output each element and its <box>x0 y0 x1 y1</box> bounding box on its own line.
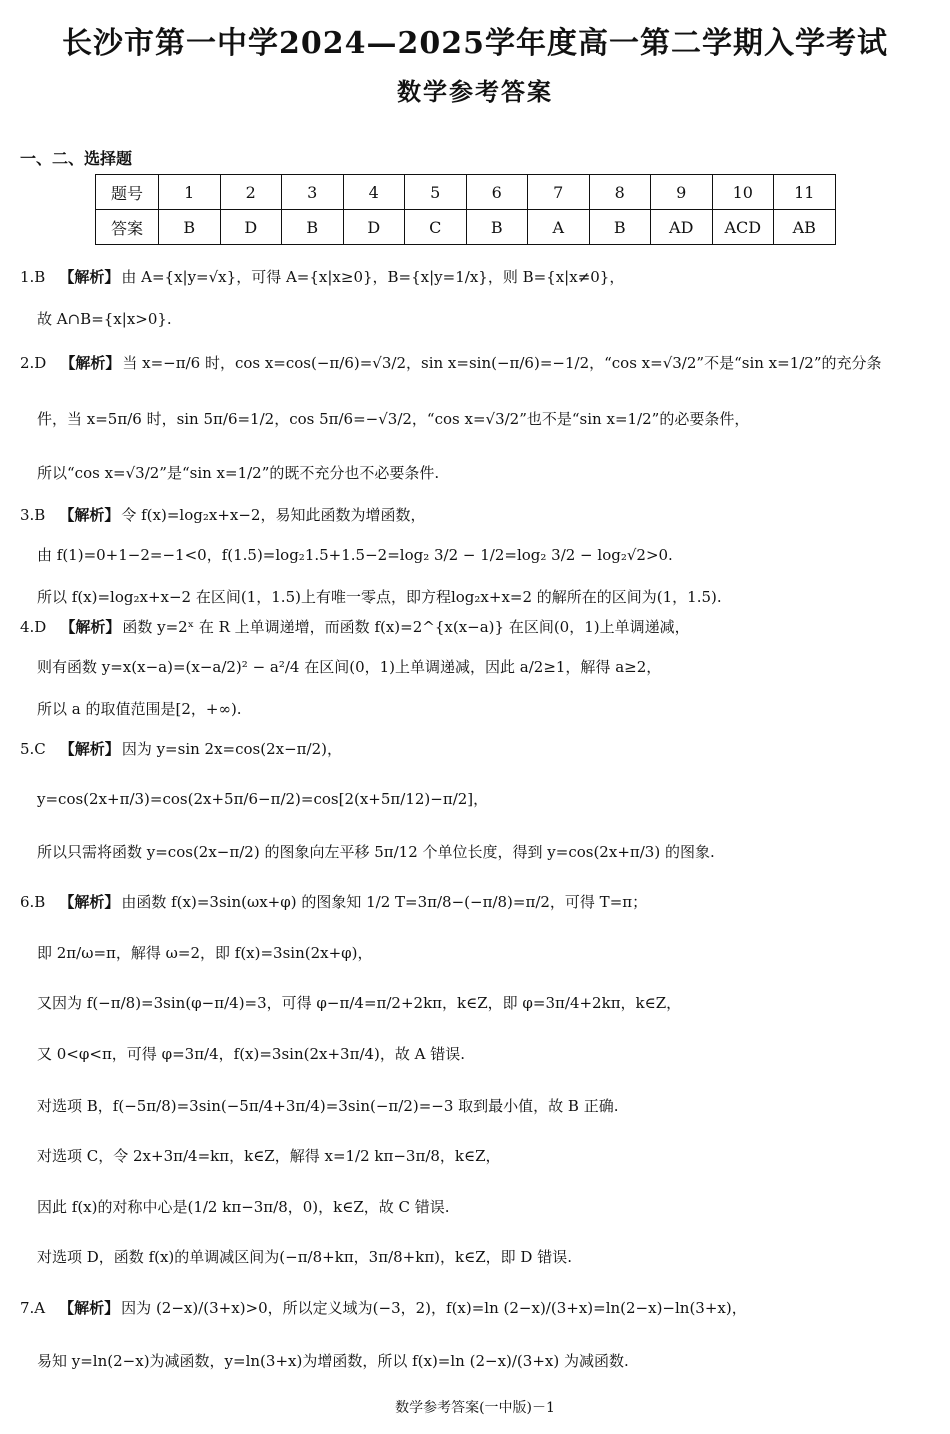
question-number-cell: 10 <box>712 175 774 210</box>
solution-line: 对选项 D，函数 f(x)的单调减区间为(−π/8+kπ，3π/8+kπ)，k∈Z，即 D 错误. <box>37 1248 572 1266</box>
solution-line: 因此 f(x)的对称中心是(1/2 kπ−3π/8，0)，k∈Z，故 C 错误. <box>37 1198 450 1216</box>
answer-cell: D <box>343 210 405 245</box>
solution-line: 易知 y=ln(2−x)为减函数，y=ln(3+x)为增函数，所以 f(x)=ln (2−x)/(3+x) 为减函数. <box>37 1352 629 1370</box>
solution-line: y=cos(2x+π/3)=cos(2x+5π/6−π/2)=cos[2(x+5π/12)−π/2]， <box>37 790 489 808</box>
answer-cell: C <box>405 210 467 245</box>
answer-cell: ACD <box>712 210 774 245</box>
solution-number: 6.B <box>20 893 46 911</box>
solution-line <box>20 268 624 286</box>
table-row-label: 题号 <box>96 175 159 210</box>
question-number-cell: 6 <box>466 175 528 210</box>
answer-cell: B <box>589 210 651 245</box>
solution-line: 由 f(1)=0+1−2=−1<0，f(1.5)=log₂1.5+1.5−2=log₂ 3/2 − 1/2=log₂ 3/2 − log₂√2>0. <box>37 546 673 564</box>
solution-line: 所以只需将函数 y=cos(2x−π/2) 的图象向左平移 5π/12 个单位长度，得到 y=cos(2x+π/3) 的图象. <box>37 843 715 861</box>
page-subtitle: 数学参考答案 <box>397 77 553 106</box>
solution-line <box>20 740 342 758</box>
page-title: 长沙市第一中学2024—2025学年度高一第二学期入学考试 <box>62 26 888 61</box>
analysis-tag: 【解析】 <box>59 268 120 286</box>
question-number-cell: 4 <box>343 175 405 210</box>
question-number-cell: 1 <box>159 175 221 210</box>
solution-number: 4.D <box>20 618 47 636</box>
solution-line: 所以“cos x=√3/2”是“sin x=1/2”的既不充分也不必要条件. <box>37 464 440 482</box>
analysis-tag: 【解析】 <box>59 740 120 758</box>
answer-table-answer-row <box>96 210 836 245</box>
analysis-tag: 【解析】 <box>59 893 120 911</box>
solution-line: 又因为 f(−π/8)=3sin(φ−π/4)=3，可得 φ−π/4=π/2+2kπ，k∈Z，即 φ=3π/4+2kπ，k∈Z， <box>37 994 682 1012</box>
solution-line: 所以 f(x)=log₂x+x−2 在区间(1，1.5)上有唯一零点，即方程log₂x+x=2 的解所在的区间为(1，1.5). <box>37 588 722 606</box>
question-number-cell: 2 <box>220 175 282 210</box>
analysis-tag: 【解析】 <box>59 1299 120 1317</box>
solution-line <box>20 618 690 636</box>
solution-number: 7.A <box>20 1299 46 1317</box>
analysis-tag: 【解析】 <box>59 506 120 524</box>
solution-number: 3.B <box>20 506 46 524</box>
question-number-cell: 5 <box>405 175 467 210</box>
solution-number: 1.B <box>20 268 46 286</box>
solution-text: 因为 y=sin 2x=cos(2x−π/2)， <box>121 740 342 758</box>
solution-line <box>20 893 647 911</box>
answer-table-number-row <box>96 175 836 210</box>
question-number-cell: 8 <box>589 175 651 210</box>
solution-line: 对选项 B，f(−5π/8)=3sin(−5π/4+3π/4)=3sin(−π/2)=−3 取到最小值，故 B 正确. <box>37 1097 619 1115</box>
answer-cell: B <box>282 210 344 245</box>
question-number-cell: 9 <box>651 175 713 210</box>
solution-text: 由函数 f(x)=3sin(ωx+φ) 的图象知 1/2 T=3π/8−(−π/8)=π/2，可得 T=π； <box>121 893 648 911</box>
solution-text: 当 x=−π/6 时，cos x=cos(−π/6)=√3/2，sin x=sin(−π/6)=−1/2，“cos x=√3/2”不是“sin x=1/2”的充分条 <box>122 354 882 372</box>
solution-line: 故 A∩B={x|x>0}. <box>37 310 172 328</box>
answer-table <box>95 174 836 245</box>
analysis-tag: 【解析】 <box>60 618 121 636</box>
question-number-cell: 7 <box>528 175 590 210</box>
solution-number: 2.D <box>20 354 47 372</box>
analysis-tag: 【解析】 <box>60 354 121 372</box>
answer-cell: B <box>159 210 221 245</box>
solution-line <box>20 354 882 372</box>
solution-line: 所以 a 的取值范围是[2，+∞). <box>37 700 242 718</box>
solution-line: 对选项 C，令 2x+3π/4=kπ，k∈Z，解得 x=1/2 kπ−3π/8，k∈Z， <box>37 1147 501 1165</box>
solution-line: 则有函数 y=x(x−a)=(x−a/2)² − a²/4 在区间(0，1)上单调递减，因此 a/2≥1，解得 a≥2， <box>37 658 662 676</box>
answer-cell: D <box>220 210 282 245</box>
solution-text: 因为 (2−x)/(3+x)>0，所以定义域为(−3，2)，f(x)=ln (2−x)/(3+x)=ln(2−x)−ln(3+x)， <box>121 1299 747 1317</box>
solution-line: 即 2π/ω=π，解得 ω=2，即 f(x)=3sin(2x+φ)， <box>37 944 373 962</box>
solution-line <box>20 1299 747 1317</box>
question-number-cell: 11 <box>774 175 836 210</box>
solution-line: 件，当 x=5π/6 时，sin 5π/6=1/2，cos 5π/6=−√3/2，“cos x=√3/2”也不是“sin x=1/2”的必要条件， <box>37 410 750 428</box>
solution-line <box>20 506 425 524</box>
solution-line: 又 0<φ<π，可得 φ=3π/4，f(x)=3sin(2x+3π/4)，故 A 错误. <box>37 1045 466 1063</box>
section-heading: 一、二、选择题 <box>20 149 133 168</box>
answer-cell: AB <box>774 210 836 245</box>
table-row-label: 答案 <box>96 210 159 245</box>
solution-text: 由 A={x|y=√x}，可得 A={x|x≥0}，B={x|y=1/x}，则 B={x|x≠0}， <box>121 268 625 286</box>
solution-text: 函数 y=2ˣ 在 R 上单调递增，而函数 f(x)=2^{x(x−a)} 在区间(0，1)上单调递减， <box>122 618 690 636</box>
answer-cell: A <box>528 210 590 245</box>
question-number-cell: 3 <box>282 175 344 210</box>
solution-text: 令 f(x)=log₂x+x−2，易知此函数为增函数， <box>121 506 426 524</box>
answer-cell: B <box>466 210 528 245</box>
solution-number: 5.C <box>20 740 46 758</box>
answer-cell: AD <box>651 210 713 245</box>
page-footer: 数学参考答案(一中版)－1 <box>395 1400 555 1416</box>
